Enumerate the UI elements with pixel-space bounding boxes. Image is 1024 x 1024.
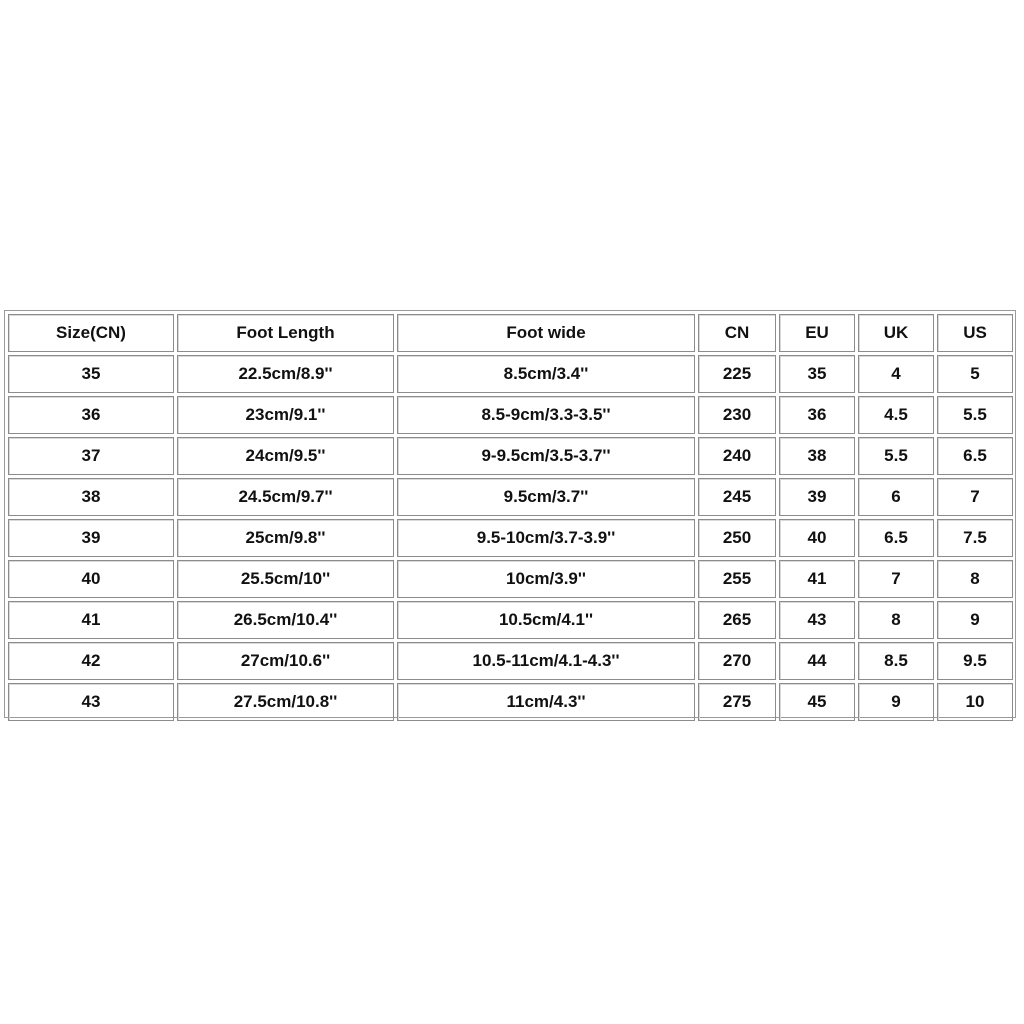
cell-cn: 225: [698, 355, 776, 393]
cell-cn: 245: [698, 478, 776, 516]
header-foot-wide: Foot wide: [397, 314, 695, 352]
cell-eu: 40: [779, 519, 855, 557]
table-row: [8, 519, 1013, 557]
cell-foot-wide: 11cm/4.3'': [397, 683, 695, 721]
cell-foot-length: 27cm/10.6'': [177, 642, 394, 680]
header-us: US: [937, 314, 1013, 352]
cell-size-cn: 36: [8, 396, 174, 434]
cell-cn: 275: [698, 683, 776, 721]
cell-eu: 35: [779, 355, 855, 393]
cell-eu: 36: [779, 396, 855, 434]
header-eu: EU: [779, 314, 855, 352]
cell-eu: 41: [779, 560, 855, 598]
table-row: [8, 478, 1013, 516]
table-row: [8, 683, 1013, 721]
cell-foot-wide: 10cm/3.9'': [397, 560, 695, 598]
size-chart-table: [5, 311, 1016, 724]
cell-foot-wide: 10.5cm/4.1'': [397, 601, 695, 639]
cell-uk: 6.5: [858, 519, 934, 557]
table-row: [8, 396, 1013, 434]
cell-size-cn: 39: [8, 519, 174, 557]
cell-us: 6.5: [937, 437, 1013, 475]
cell-uk: 9: [858, 683, 934, 721]
cell-foot-length: 22.5cm/8.9'': [177, 355, 394, 393]
cell-us: 7.5: [937, 519, 1013, 557]
cell-foot-length: 25cm/9.8'': [177, 519, 394, 557]
size-chart: [4, 310, 1016, 718]
cell-cn: 270: [698, 642, 776, 680]
cell-foot-wide: 8.5cm/3.4'': [397, 355, 695, 393]
header-uk: UK: [858, 314, 934, 352]
cell-foot-length: 24cm/9.5'': [177, 437, 394, 475]
cell-eu: 45: [779, 683, 855, 721]
cell-foot-length: 25.5cm/10'': [177, 560, 394, 598]
header-cn: CN: [698, 314, 776, 352]
cell-foot-wide: 9.5cm/3.7'': [397, 478, 695, 516]
cell-cn: 250: [698, 519, 776, 557]
cell-foot-length: 27.5cm/10.8'': [177, 683, 394, 721]
table-row: [8, 560, 1013, 598]
table-row: [8, 642, 1013, 680]
cell-uk: 6: [858, 478, 934, 516]
cell-size-cn: 40: [8, 560, 174, 598]
cell-foot-length: 24.5cm/9.7'': [177, 478, 394, 516]
cell-uk: 5.5: [858, 437, 934, 475]
cell-size-cn: 35: [8, 355, 174, 393]
cell-us: 5.5: [937, 396, 1013, 434]
cell-foot-length: 26.5cm/10.4'': [177, 601, 394, 639]
cell-uk: 4.5: [858, 396, 934, 434]
cell-uk: 7: [858, 560, 934, 598]
cell-eu: 38: [779, 437, 855, 475]
cell-size-cn: 38: [8, 478, 174, 516]
cell-foot-wide: 8.5-9cm/3.3-3.5'': [397, 396, 695, 434]
header-foot-length: Foot Length: [177, 314, 394, 352]
cell-cn: 255: [698, 560, 776, 598]
table-header-row: [8, 314, 1013, 352]
cell-us: 9: [937, 601, 1013, 639]
cell-foot-wide: 9.5-10cm/3.7-3.9'': [397, 519, 695, 557]
cell-eu: 39: [779, 478, 855, 516]
cell-eu: 43: [779, 601, 855, 639]
cell-us: 9.5: [937, 642, 1013, 680]
cell-foot-wide: 10.5-11cm/4.1-4.3'': [397, 642, 695, 680]
cell-foot-wide: 9-9.5cm/3.5-3.7'': [397, 437, 695, 475]
cell-us: 5: [937, 355, 1013, 393]
cell-us: 10: [937, 683, 1013, 721]
cell-size-cn: 41: [8, 601, 174, 639]
cell-uk: 8: [858, 601, 934, 639]
table-row: [8, 601, 1013, 639]
cell-cn: 230: [698, 396, 776, 434]
cell-us: 7: [937, 478, 1013, 516]
cell-cn: 240: [698, 437, 776, 475]
cell-uk: 4: [858, 355, 934, 393]
cell-eu: 44: [779, 642, 855, 680]
cell-us: 8: [937, 560, 1013, 598]
cell-foot-length: 23cm/9.1'': [177, 396, 394, 434]
cell-size-cn: 42: [8, 642, 174, 680]
cell-size-cn: 43: [8, 683, 174, 721]
cell-size-cn: 37: [8, 437, 174, 475]
header-size-cn: Size(CN): [8, 314, 174, 352]
cell-uk: 8.5: [858, 642, 934, 680]
table-row: [8, 355, 1013, 393]
cell-cn: 265: [698, 601, 776, 639]
table-row: [8, 437, 1013, 475]
